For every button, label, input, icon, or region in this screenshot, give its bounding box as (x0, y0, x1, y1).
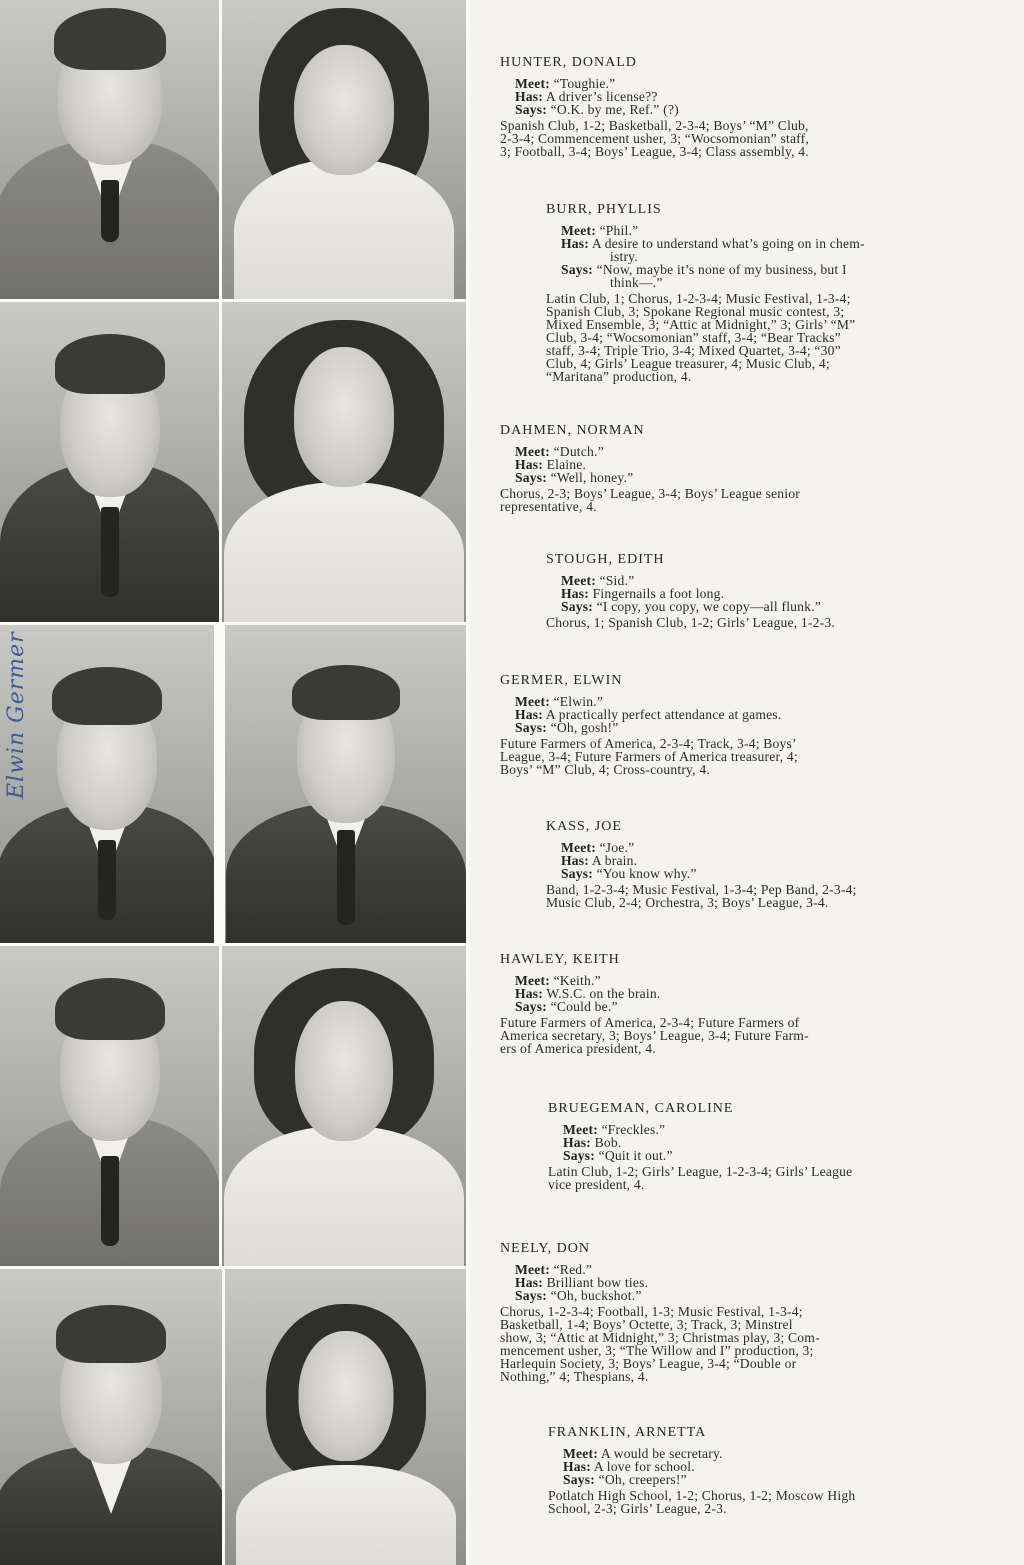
meet-label: Meet: (563, 1446, 598, 1461)
meet-value: “Keith.” (553, 973, 601, 988)
student-name: BURR, PHYLLIS (546, 202, 662, 217)
says-value: “You know why.” (596, 866, 697, 881)
meet-value: “Elwin.” (553, 694, 604, 709)
has-label: Has: (515, 1275, 543, 1290)
says-label: Says: (515, 999, 547, 1014)
portrait-stough-edith (222, 302, 466, 622)
activities: Future Farmers of America, 2-3-4; Track, 3-4; Boys’ League, 3-4; Future Farmers of America treasurer, 4; Boys’ “M” Club, 4; Cross-country, 4. (500, 736, 798, 777)
has-label: Has: (515, 89, 543, 104)
portrait-bruegeman-caroline (222, 946, 466, 1266)
says-label: Says: (563, 1148, 595, 1163)
says-value: “Oh, creepers!” (598, 1472, 687, 1487)
has-value: Fingernails a foot long. (592, 586, 725, 601)
has-value: A practically perfect attendance at games. (545, 707, 782, 722)
student-name: DAHMEN, NORMAN (500, 423, 645, 438)
says-label: Says: (515, 1288, 547, 1303)
portrait-kass-joe (225, 625, 466, 943)
meet-value: “Phil.” (599, 223, 639, 238)
photo-column (0, 0, 470, 1565)
activities: Latin Club, 1-2; Girls’ League, 1-2-3-4; Girls’ League vice president, 4. (548, 1164, 853, 1192)
has-label: Has: (515, 457, 543, 472)
says-value: “Oh, buckshot.” (550, 1288, 642, 1303)
has-label: Has: (563, 1459, 591, 1474)
entry-kass-joe (546, 820, 982, 909)
meet-label: Meet: (515, 694, 550, 709)
activities: Spanish Club, 1-2; Basketball, 2-3-4; Boys’ “M” Club, 2-3-4; Commencement usher, 3; “Wocsomonian” staff, 3; Football, 3-4; Boys’ League, 3-4; Class assembly, 4. (500, 118, 809, 159)
has-value: A love for school. (593, 1459, 695, 1474)
has-label: Has: (561, 236, 589, 251)
activities: Latin Club, 1; Chorus, 1-2-3-4; Music Festival, 1-3-4; Spanish Club, 3; Spokane Regional music contest, 3; Mixed Ensemble, 3; “Attic at Midnight,” 3; Girls’ “M” Club, 3-4; “Wocsomonian” staff, 3-4; “Bear Tracks” staff, 3-4; Triple Trio, 3-4; Mixed Quartet, 3-4; “30” Club, 4; Girls’ League treasurer, 4; Music Club, 4; “Maritana” production, 4. (546, 291, 856, 384)
has-label: Has: (515, 707, 543, 722)
says-label: Says: (515, 720, 547, 735)
handwritten-signature: Elwin Germer (4, 631, 29, 799)
has-label: Has: (563, 1135, 591, 1150)
says-label: Says: (561, 599, 593, 614)
says-value: “Oh, gosh!” (550, 720, 619, 735)
meet-label: Meet: (561, 223, 596, 238)
meet-label: Meet: (515, 1262, 550, 1277)
entry-hunter-donald (500, 56, 936, 158)
entry-franklin-arnetta (548, 1426, 984, 1515)
meet-value: “Toughie.” (553, 76, 616, 91)
activities: Band, 1-2-3-4; Music Festival, 1-3-4; Pep Band, 2-3-4; Music Club, 2-4; Orchestra, 3; Boys’ League, 3-4. (546, 882, 857, 910)
student-name: FRANKLIN, ARNETTA (548, 1425, 707, 1440)
entry-hawley-keith (500, 953, 936, 1055)
has-label: Has: (561, 586, 589, 601)
student-name: GERMER, ELWIN (500, 673, 623, 688)
meet-value: “Dutch.” (553, 444, 604, 459)
entry-burr-phyllis: BURR, PHYLLIS Meet: “Phil.” Has: A desire to understand what’s going on in chem- istry. Says: “Now, maybe it’s none of my business, but I think—.” Latin Club, 1; Chorus, 1-2-3-4; Music Festival, 1-3-4; Spanish Club, 3; Spokane Regional music contest, 3; Mixed Ensemble, 3; “Attic at Midnight,” 3; Girls’ “M” Club, 3-4; “Wocsomonian” staff, 3-4; “Bear Tracks” staff, 3-4; Triple Trio, 3-4; Mixed Quartet, 3-4; “30” Club, 4; Girls’ League treasurer, 4; Music Club, 4; “Maritana” production, 4. (546, 203, 982, 383)
student-name: HAWLEY, KEITH (500, 952, 620, 967)
entry-germer-elwin (500, 674, 936, 776)
says-value: “I copy, you copy, we copy—all flunk.” (596, 599, 821, 614)
has-value: Elaine. (546, 457, 587, 472)
has-value: Brilliant bow ties. (546, 1275, 649, 1290)
says-value: “Quit it out.” (598, 1148, 673, 1163)
student-name: STOUGH, EDITH (546, 552, 665, 567)
meet-label: Meet: (563, 1122, 598, 1137)
meet-label: Meet: (561, 840, 596, 855)
activities: Chorus, 2-3; Boys’ League, 3-4; Boys’ League senior representative, 4. (500, 486, 801, 514)
portrait-franklin-arnetta (225, 1269, 466, 1565)
student-name: HUNTER, DONALD (500, 55, 637, 70)
has-label: Has: (561, 853, 589, 868)
says-value: “Could be.” (550, 999, 618, 1014)
meet-label: Meet: (515, 76, 550, 91)
student-name: KASS, JOE (546, 819, 622, 834)
portrait-hunter-donald (0, 0, 219, 299)
says-label: Says: (561, 866, 593, 881)
entry-bruegeman-caroline (548, 1102, 982, 1191)
entry-neely-don (500, 1242, 936, 1383)
meet-label: Meet: (515, 444, 550, 459)
activities: Potlatch High School, 1-2; Chorus, 1-2; Moscow High School, 2-3; Girls’ League, 2-3. (548, 1488, 856, 1516)
meet-value: “Freckles.” (601, 1122, 666, 1137)
has-value: W.S.C. on the brain. (546, 986, 661, 1001)
portrait-burr-phyllis (222, 0, 466, 299)
meet-value: “Sid.” (599, 573, 635, 588)
portrait-hawley-keith (0, 946, 219, 1266)
has-label: Has: (515, 986, 543, 1001)
activities: Chorus, 1-2-3-4; Football, 1-3; Music Festival, 1-3-4; Basketball, 1-4; Boys’ Octette, 3; Track, 3; Minstrel show, 3; “Attic at Midnight,” 3; Christmas play, 3; Com- mencement usher, 3; “The Willow and I” production, 3; Harlequin Society, 3; Boys’ League, 3-4; “Double or Nothing,” 4; Thespians, 4. (500, 1304, 820, 1384)
says-label: Says: (563, 1472, 595, 1487)
meet-value: “Red.” (553, 1262, 593, 1277)
entry-dahmen-norman (500, 424, 936, 513)
meet-value: A would be secretary. (600, 1446, 723, 1461)
student-name: BRUEGEMAN, CAROLINE (548, 1101, 734, 1116)
has-value: Bob. (594, 1135, 622, 1150)
says-label: Says: (561, 262, 593, 277)
activities: Future Farmers of America, 2-3-4; Future Farmers of America secretary, 3; Boys’ League, 3-4; Future Farm- ers of America president, 4. (500, 1015, 809, 1056)
portrait-dahmen-norman (0, 302, 219, 622)
portrait-neely-don (0, 1269, 222, 1565)
says-value: “Now, maybe it’s none of my business, but I (596, 262, 847, 277)
entry-stough-edith (546, 553, 982, 629)
says-value: “O.K. by me, Ref.” (?) (550, 102, 679, 117)
meet-label: Meet: (561, 573, 596, 588)
says-label: Says: (515, 470, 547, 485)
has-value: A desire to understand what’s going on in chem- (591, 236, 865, 251)
student-name: NEELY, DON (500, 1241, 591, 1256)
meet-label: Meet: (515, 973, 550, 988)
activities: Chorus, 1; Spanish Club, 1-2; Girls’ League, 1-2-3. (546, 615, 835, 630)
has-value: A driver’s license?? (545, 89, 658, 104)
meet-value: “Joe.” (599, 840, 635, 855)
says-value: “Well, honey.” (550, 470, 634, 485)
says-label: Says: (515, 102, 547, 117)
has-value: A brain. (591, 853, 638, 868)
